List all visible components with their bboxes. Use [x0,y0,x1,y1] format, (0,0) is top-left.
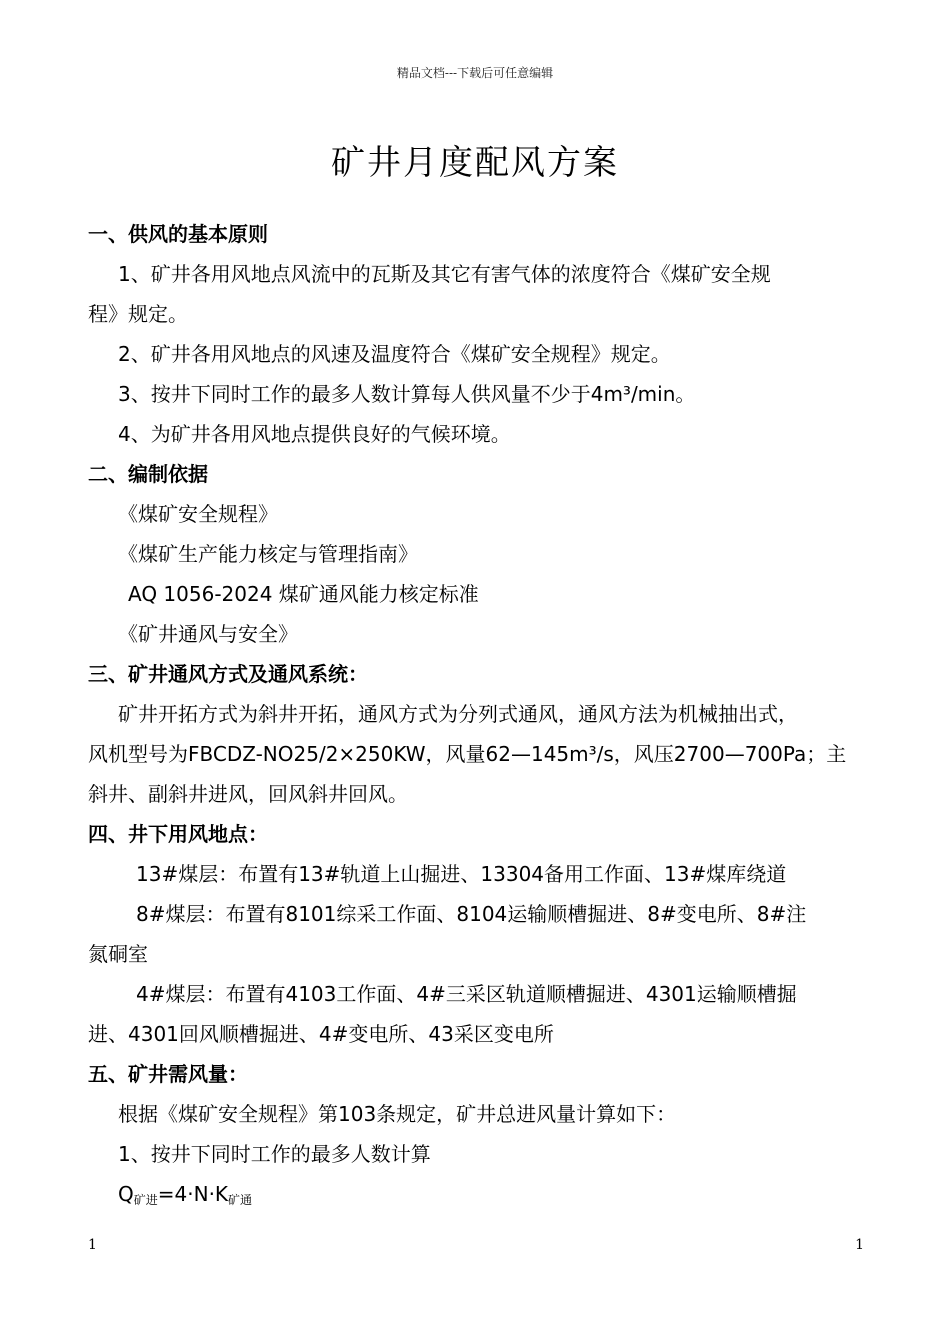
paragraph-line: 4、为矿井各用风地点提供良好的气候环境。 [118,422,511,446]
formula-symbol: Q [118,1182,134,1206]
page-number-left: 1 [88,1237,97,1253]
reference-item: 《煤矿生产能力核定与管理指南》 [118,542,418,566]
section-heading: 五、矿井需风量： [88,1062,248,1086]
formula-subscript: 矿通 [228,1193,253,1207]
paragraph-line: 13#煤层：布置有13#轨道上山掘进、13304备用工作面、13#煤库绕道 [136,862,787,886]
formula-expression: =4·N·K [157,1182,229,1206]
paragraph-line: 根据《煤矿安全规程》第103条规定，矿井总进风量计算如下： [118,1102,677,1126]
page-number-right: 1 [855,1237,864,1253]
paragraph-line: 氮硐室 [88,942,148,966]
paragraph-line: 风机型号为FBCDZ-NO25/2×250KW，风量62—145m³/s，风压2700—700Pa；主 [88,742,847,766]
paragraph-line: 8#煤层：布置有8101综采工作面、8104运输顺槽掘进、8#变电所、8#注 [136,902,807,926]
section-heading: 三、矿井通风方式及通风系统： [88,662,368,686]
section-heading: 一、供风的基本原则 [88,222,268,246]
paragraph-line: 1、按井下同时工作的最多人数计算 [118,1142,431,1166]
paragraph-line: 进、4301回风顺槽掘进、4#变电所、43采区变电所 [88,1022,554,1046]
paragraph-line: 1、矿井各用风地点风流中的瓦斯及其它有害气体的浓度符合《煤矿安全规 [118,262,771,286]
reference-item: 《煤矿安全规程》 [118,502,278,526]
formula-line [88,1174,870,1214]
section-heading: 二、编制依据 [88,462,208,486]
reference-item: 《矿井通风与安全》 [118,622,298,646]
paragraph-line: 2、矿井各用风地点的风速及温度符合《煤矿安全规程》规定。 [118,342,671,366]
formula-subscript: 矿进 [133,1193,158,1207]
section-heading: 四、井下用风地点： [88,822,268,846]
paragraph-line: 3、按井下同时工作的最多人数计算每人供风量不少于4m³/min。 [118,382,696,406]
paragraph-line: 斜井、副斜井进风，回风斜井回风。 [88,782,408,806]
reference-item: AQ 1056-2024 煤矿通风能力核定标准 [128,582,479,606]
header-note: 精品文档---下载后可任意编辑 [396,66,554,80]
paragraph-line: 4#煤层：布置有4103工作面、4#三采区轨道顺槽掘进、4301运输顺槽掘 [136,982,797,1006]
document-title: 矿井月度配风方案 [331,143,619,183]
paragraph-line: 程》规定。 [88,302,188,326]
document-body [88,214,870,1214]
paragraph-line: 矿井开拓方式为斜井开拓，通风方式为分列式通风，通风方法为机械抽出式， [118,702,798,726]
